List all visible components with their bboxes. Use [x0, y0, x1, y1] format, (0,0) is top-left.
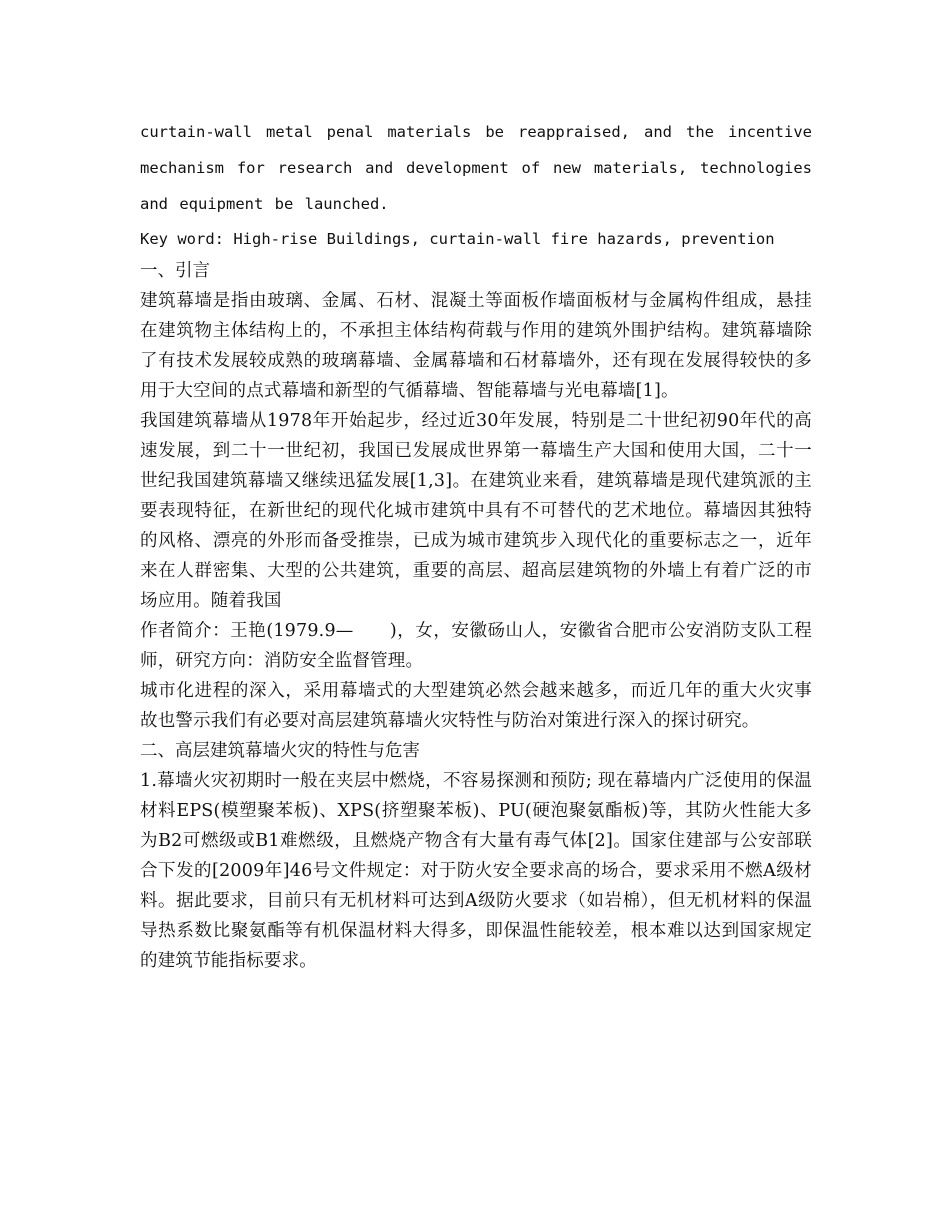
intro-paragraph-1: 建筑幕墙是指由玻璃、金属、石材、混凝土等面板作墙面板材与金属构件组成，悬挂在建筑物主体结构上的，不承担主体结构荷载与作用的建筑外围护结构。建筑幕墙除了有技术发展较成熟的玻璃幕墙、金属幕墙和石材幕墙外，还有现在发展得较快的多用于大空间的点式幕墙和新型的气循幕墙、智能幕墙与光电幕墙[1]。 — [140, 291, 812, 401]
section-heading-fire-characteristics: 二、高层建筑幕墙火灾的特性与危害 — [140, 741, 420, 761]
intro-paragraph-3: 城市化进程的深入，采用幕墙式的大型建筑必然会越来越多，而近几年的重大火灾事故也警示我们有必要对高层建筑幕墙火灾特性与防治对策进行深入的探讨研究。 — [140, 681, 812, 731]
author-note: 作者简介：王艳(1979.9— )，女，安徽砀山人，安徽省合肥市公安消防支队工程师，研究方向：消防安全监督管理。 — [140, 621, 812, 671]
section-heading-introduction: 一、引言 — [140, 261, 210, 281]
english-keywords: Key word: High-rise Buildings, curtain-wall fire hazards, prevention — [140, 230, 775, 248]
english-abstract-tail: curtain-wall metal penal materials be reappraised, and the incentive mechanism for research and development of new materials, technologies and equipment be launched. — [140, 123, 812, 213]
fire-characteristics-paragraph-1: 1.幕墙火灾初期时一般在夹层中燃烧，不容易探测和预防; 现在幕墙内广泛使用的保温材料EPS(模塑聚苯板)、XPS(挤塑聚苯板)、PU(硬泡聚氨酯板)等，其防火性能大多为B2可燃级或B1难燃级，且燃烧产物含有大量有毒气体[2]。国家住建部与公安部联合下发的[2009年]46号文件规定：对于防火安全要求高的场合，要求采用不燃A级材料。据此要求，目前只有无机材料可达到A级防火要求（如岩棉），但无机材料的保温导热系数比聚氨酯等有机保温材料大得多，即保温性能较差，根本难以达到国家规定的建筑节能指标要求。 — [140, 771, 812, 971]
document-page — [140, 114, 812, 976]
intro-paragraph-2: 我国建筑幕墙从1978年开始起步，经过近30年发展，特别是二十世纪初90年代的高速发展，到二十一世纪初，我国已发展成世界第一幕墙生产大国和使用大国，二十一世纪我国建筑幕墙又继续迅猛发展[1,3]。在建筑业来看，建筑幕墙是现代建筑派的主要表现特征，在新世纪的现代化城市建筑中具有不可替代的艺术地位。幕墙因其独特的风格、漂亮的外形而备受推崇，已成为城市建筑步入现代化的重要标志之一，近年来在人群密集、大型的公共建筑，重要的高层、超高层建筑物的外墙上有着广泛的市场应用。随着我国 — [140, 411, 812, 611]
